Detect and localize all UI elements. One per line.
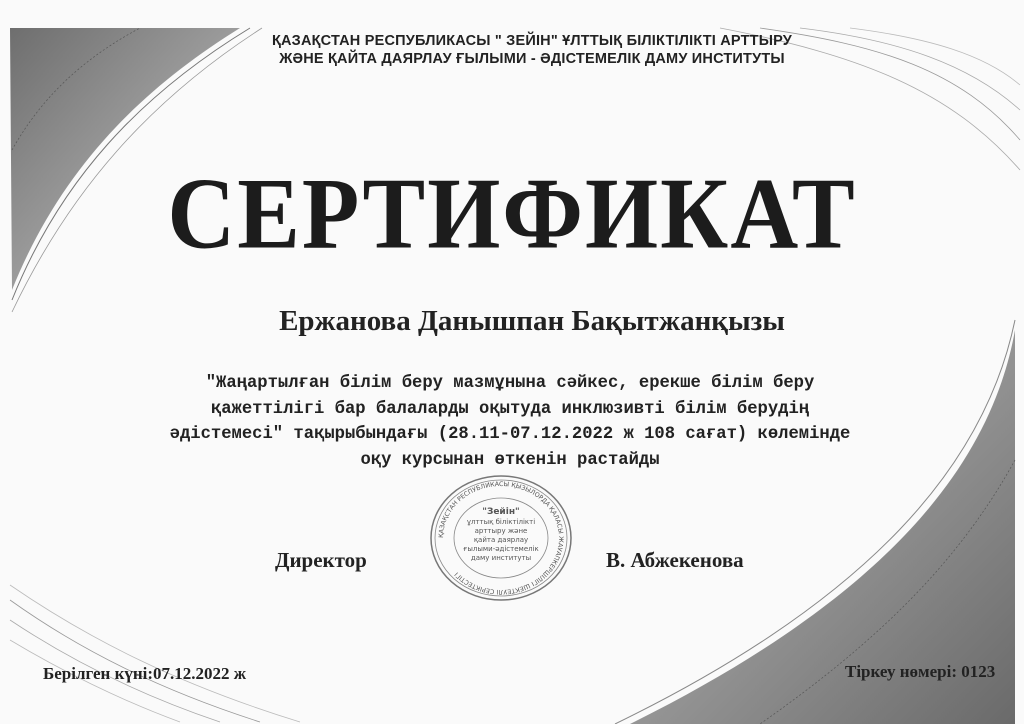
institute-name-line-1: ҚАЗАҚСТАН РЕСПУБЛИКАСЫ " ЗЕЙІН" ҰЛТТЫҚ БІЛІКТІЛІКТІ АРТТЫРУ: [271, 33, 793, 49]
body-line-1: "Жаңартылған білім беру мазмұнына сәйкес, ерекше білім беру: [205, 374, 815, 393]
seal-text-6: даму институты: [470, 554, 532, 562]
body-line-2: қажеттілігі бар балаларды оқытуда инклюзивті білім берудің: [210, 399, 810, 419]
certificate-body: [150, 371, 870, 473]
issue-date: Берілген күні:07.12.2022 ж: [43, 664, 247, 683]
seal-text-5: ғылыми-әдістемелік: [463, 545, 539, 553]
seal-text-1: "Зейін": [482, 507, 520, 517]
seal-text-3: арттыру және: [474, 527, 528, 535]
body-line-4: оқу курсынан өткенін растайды: [360, 450, 660, 470]
bottom-left-lines: [10, 600, 260, 722]
director-name: В. Абжекенова: [606, 548, 744, 572]
certificate-title: СЕРТИФИКАТ: [167, 157, 857, 271]
body-line-3: әдістемесі" тақырыбындағы (28.11-07.12.2022 ж 108 сағат) көлемінде: [169, 425, 851, 444]
registration-number: Тіркеу нөмері: 0123: [845, 662, 996, 681]
seal-text-2: ұлттық біліктілікті: [466, 518, 536, 526]
director-role: Директор: [275, 548, 367, 572]
official-seal: [428, 474, 574, 602]
institute-name-line-2: ЖӘНЕ ҚАЙТА ДАЯРЛАУ ҒЫЛЫМИ - ӘДІСТЕМЕЛІК ДАМУ ИНСТИТУТЫ: [279, 51, 785, 67]
seal-text-4: қайта даярлау: [473, 536, 529, 544]
seal-ring-text: ҚАЗАҚСТАН РЕСПУБЛИКАСЫ ҚЫЗЫЛОРДА ҚАЛАСЫ ЖАУАПКЕРШІЛІГІ ШЕКТЕУЛІ СЕРІКТЕСТІГІ: [437, 480, 565, 596]
recipient-name: Ержанова Данышпан Бақытжанқызы: [279, 305, 785, 337]
